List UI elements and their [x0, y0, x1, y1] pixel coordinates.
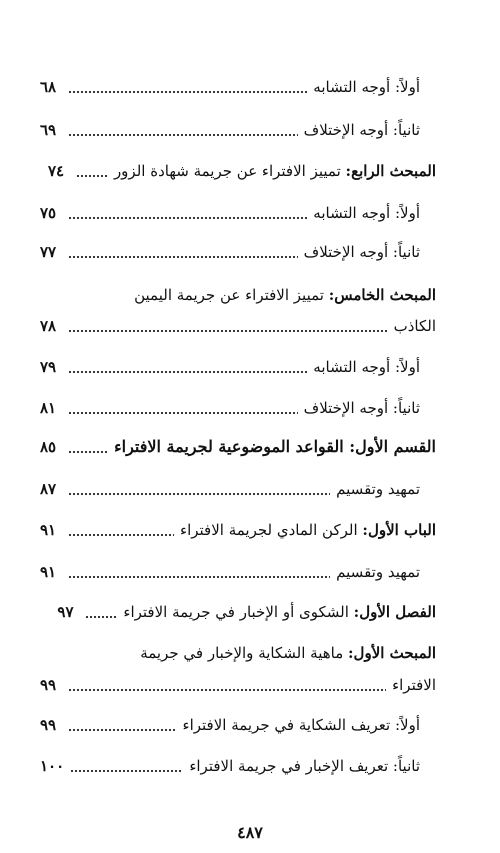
leader-dots — [76, 156, 108, 186]
toc-page-number: ٦٨ — [40, 78, 57, 96]
leader-dots — [68, 352, 307, 382]
toc-entry-continuation — [40, 670, 436, 700]
toc-entry — [40, 432, 436, 462]
toc-page-number: ٩٩ — [40, 676, 57, 694]
toc-page-number: ٩٩ — [40, 716, 57, 734]
toc-entry-continuation — [40, 311, 436, 341]
toc-entry-label: أولاً: أوجه التشابه — [313, 204, 420, 222]
toc-entry-label — [123, 597, 436, 627]
toc-entry-label: ثانياً: أوجه الإختلاف — [303, 399, 420, 417]
section-heading: القسم الأول: — [349, 437, 436, 456]
toc-page-number: ١٠٠ — [40, 757, 65, 775]
section-title: القواعد الموضوعية لجريمة الافتراء — [114, 437, 350, 456]
toc-entry-label: الافتراء — [392, 676, 436, 694]
toc-entry-label: ثانياً: تعريف الإخبار في جريمة الافتراء — [189, 757, 420, 775]
toc-page-number: ٩٧ — [57, 603, 74, 621]
section-title: الشكوى أو الإخبار في جريمة الافتراء — [123, 603, 354, 621]
toc-page-number: ٨١ — [40, 399, 57, 417]
toc-page-number: ٧٩ — [40, 358, 57, 376]
toc-entry-label: الكاذب — [393, 317, 436, 335]
toc-entry-heading — [40, 280, 436, 310]
toc-entry — [40, 515, 436, 545]
leader-dots — [68, 474, 330, 504]
toc-entry — [40, 352, 420, 382]
leader-dots — [68, 432, 108, 462]
toc-entry — [40, 710, 420, 740]
section-title: ماهية الشكاية والإخبار في جريمة — [140, 644, 349, 662]
toc-page-number: ٧٨ — [40, 317, 57, 335]
leader-dots — [68, 515, 174, 545]
toc-entry — [40, 597, 436, 627]
toc-entry — [40, 156, 436, 186]
toc-entry-label: ثانياً: أوجه الإختلاف — [303, 121, 420, 139]
section-heading: المبحث الرابع: — [345, 162, 436, 180]
toc-page-number: ٨٧ — [40, 480, 57, 498]
toc-page-number: ٦٩ — [40, 121, 57, 139]
toc-entry — [40, 237, 420, 267]
leader-dots — [68, 393, 298, 423]
leader-dots — [68, 557, 330, 587]
toc-entry — [40, 115, 420, 145]
section-heading: المبحث الخامس: — [328, 286, 436, 304]
leader-dots — [68, 311, 388, 341]
section-heading: الباب الأول: — [362, 521, 436, 539]
toc-entry-label — [114, 156, 436, 186]
section-title: تمييز الافتراء عن جريمة شهادة الزور — [113, 162, 346, 180]
toc-entry — [40, 557, 420, 587]
leader-dots — [68, 198, 307, 228]
section-title: الركن المادي لجريمة الافتراء — [180, 521, 363, 539]
section-title: تمييز الافتراء عن جريمة اليمين — [134, 286, 329, 304]
toc-page-number: ٩١ — [40, 563, 57, 581]
toc-entry-label: أولاً: أوجه التشابه — [313, 358, 420, 376]
toc-page-number: ٩١ — [40, 521, 57, 539]
toc-entry-heading — [40, 638, 436, 668]
toc-entry — [40, 474, 420, 504]
leader-dots — [68, 710, 177, 740]
toc-page-number: ٨٥ — [40, 438, 57, 456]
toc-page-number: ٧٧ — [40, 243, 57, 261]
leader-dots — [85, 597, 117, 627]
toc-entry — [40, 751, 420, 781]
toc-entry-label: تمهيد وتقسيم — [336, 480, 420, 498]
toc-entry-label — [134, 280, 436, 310]
toc-entry-label: تمهيد وتقسيم — [336, 563, 420, 581]
section-heading: الفصل الأول: — [353, 603, 436, 621]
leader-dots — [68, 237, 298, 267]
toc-entry-label — [180, 515, 436, 545]
toc-entry-label — [114, 432, 436, 462]
toc-entry-label — [140, 638, 436, 668]
toc-entry-label: أولاً: تعريف الشكاية في جريمة الافتراء — [182, 716, 420, 734]
section-heading: المبحث الأول: — [348, 644, 436, 662]
leader-dots — [68, 670, 386, 700]
toc-entry-label: ثانياً: أوجه الإختلاف — [303, 243, 420, 261]
leader-dots — [68, 72, 307, 102]
toc-entry — [40, 198, 420, 228]
toc-entry-label: أولاً: أوجه التشابه — [313, 78, 420, 96]
page-number: ٤٨٧ — [237, 823, 263, 842]
leader-dots — [70, 751, 183, 781]
toc-page-number: ٧٤ — [47, 162, 65, 180]
toc-page-number: ٧٥ — [40, 204, 57, 222]
leader-dots — [68, 115, 298, 145]
toc-entry — [40, 72, 420, 102]
toc-entry — [40, 393, 420, 423]
